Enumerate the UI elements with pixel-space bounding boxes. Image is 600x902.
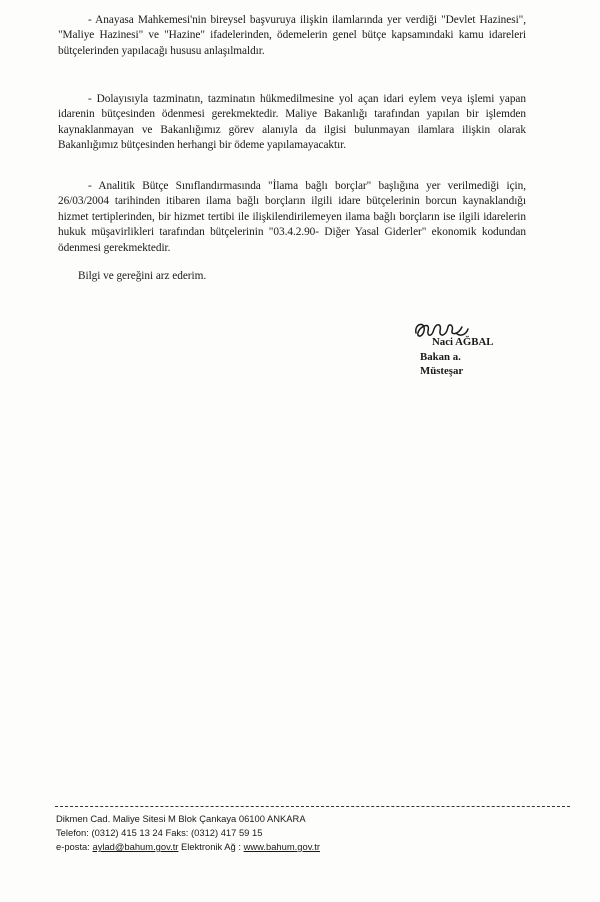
phone-label: Telefon: xyxy=(56,827,89,838)
paragraph-1: - Anayasa Mahkemesi'nin bireysel başvuruya ilişkin ilamlarında yer verdiği "Devlet Hazinesi", "Maliye Hazinesi" ve "Hazine" ifadelerinden, ödemelerin genel bütçe kapsamındaki kamu idareleri bütçelerinden yapılacağı hususu anlaşılmaldır. xyxy=(58,14,526,57)
paragraph-2: - Dolayısıyla tazminatın, tazminatın hükmedilmesine yol açan idari eylem veya işlemi yapan idarenin bütçesinden ödenmesi gerekmektedir. Maliye Bakanlığı tarafından yapılan bir işlemden kaynaklanmayan ve Bakanlığımız görev alanıyla da ilgisi bulunmayan ilamlara ilişkin olarak Bakanlığımız bütçesinden herhangi bir ödeme yapılamayacaktır. xyxy=(58,93,526,152)
footer-address: Dikmen Cad. Maliye Sitesi M Blok Çankaya 06100 ANKARA xyxy=(56,813,306,824)
website-link[interactable]: www.bahum.gov.tr xyxy=(243,841,321,852)
signer-name: Naci AĞBAL xyxy=(432,336,494,348)
footer-divider xyxy=(55,806,570,807)
closing-line: Bilgi ve gereğini arz ederim. xyxy=(78,270,207,282)
network-label: Elektronik Ağ : xyxy=(181,841,241,852)
phone-value: (0312) 415 13 24 xyxy=(91,827,163,838)
fax-value: (0312) 417 59 15 xyxy=(191,827,263,838)
signer-title-1: Bakan a. xyxy=(420,351,461,363)
footer xyxy=(56,812,456,854)
fax-label: Faks: xyxy=(165,827,189,838)
email-link[interactable]: aylad@bahum.gov.tr xyxy=(92,841,179,852)
paragraph-3: - Analitik Bütçe Sınıflandırmasında "İlama bağlı borçlar" başlığına yer verilmediği için, 26/03/2004 tarihinden itibaren ilama bağlı borçların ilgili idare bütçelerinin borcun kaynaklandığı hizmet tertiplerinden, bir hizmet tertibi ile ilişkilendirilemeyen ilama bağlı borçların ise ilgili idarelerin hukuk müşavirlikleri tarafından bütçelerinin "03.4.2.90- Diğer Yasal Giderler" ekonomik kodundan ödenmesi gerekmektedir. xyxy=(58,180,526,254)
email-label: e-posta: xyxy=(56,841,90,852)
signer-title-2: Müsteşar xyxy=(420,365,464,377)
footer-contact-web xyxy=(56,840,456,854)
footer-contact-phone xyxy=(56,826,456,840)
